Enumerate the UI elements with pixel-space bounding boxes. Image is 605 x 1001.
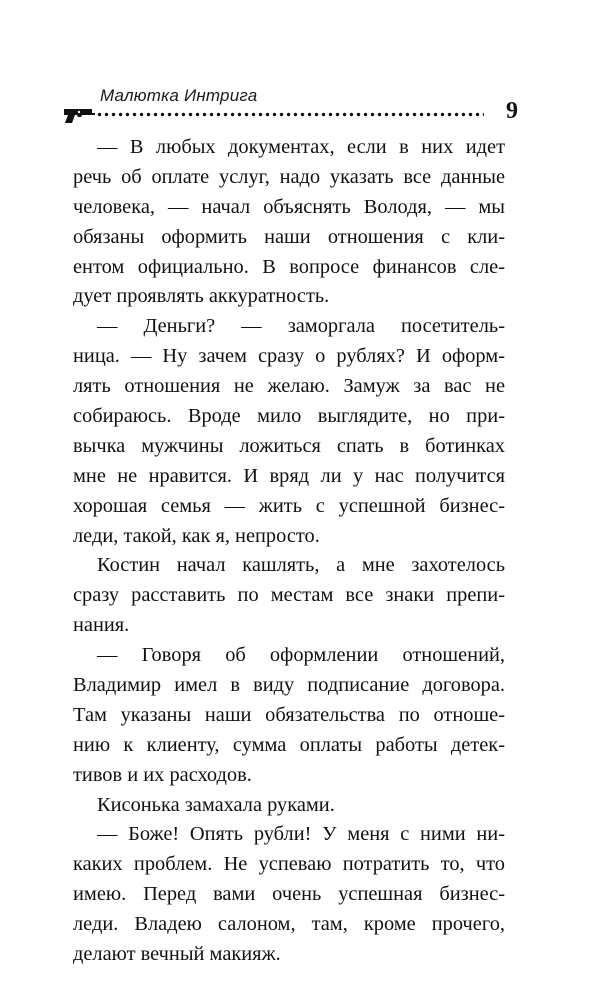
- text-line: делают вечный макияж.: [73, 943, 281, 966]
- text-line: леди. Владею салоном, там, кроме прочего,: [73, 913, 505, 936]
- paragraph: [73, 791, 505, 821]
- text-line: — Деньги? — заморгала посетитель-: [97, 315, 505, 338]
- text-line: лять отношения не желаю. Замуж за вас не: [73, 375, 505, 398]
- text-line: человека, — начал объяснять Володя, — мы: [73, 195, 505, 218]
- paragraph: [73, 820, 505, 969]
- paragraph: [73, 133, 505, 312]
- text-line: ентом официально. В вопросе финансов сле-: [73, 255, 505, 278]
- text-line: — Боже! Опять рубли! У меня с ними ни-: [97, 823, 505, 846]
- text-line: вычка мужчины ложиться спать в ботинках: [73, 434, 505, 457]
- running-head: [62, 84, 518, 124]
- dot-leader: [96, 112, 484, 117]
- paragraph: [73, 551, 505, 641]
- text-line: сразу расставить по местам все знаки препи-: [73, 584, 505, 607]
- running-title: Малютка Интрига: [100, 86, 258, 105]
- text-line: обязаны оформить наши отношения с кли-: [73, 225, 505, 248]
- text-line: каких проблем. Не успеваю потратить то, что: [73, 853, 505, 876]
- body-text: [73, 133, 505, 970]
- text-line: — Говоря об оформлении отношений,: [97, 644, 505, 667]
- text-line: нию к клиенту, сумма оплаты работы детек-: [73, 733, 505, 756]
- text-line: дует проявлять аккуратность.: [73, 285, 330, 308]
- text-line: Там указаны наши обязательства по отноше-: [73, 703, 505, 726]
- text-line: речь об оплате услуг, надо указать все данные: [73, 165, 505, 188]
- text-line: тивов и их расходов.: [73, 763, 252, 786]
- text-line: мне не нравится. И вряд ли у нас получится: [73, 464, 505, 487]
- revolver-icon: [62, 106, 96, 124]
- text-line: имею. Перед вами очень успешная бизнес-: [73, 883, 505, 906]
- text-line: Костин начал кашлять, а мне захотелось: [97, 554, 505, 577]
- paragraph: [73, 312, 505, 551]
- text-line: Кисонька замахала руками.: [97, 793, 335, 816]
- text-line: Владимир имел в виду подписание договора.: [73, 674, 505, 697]
- text-line: леди, такой, как я, непросто.: [73, 524, 320, 547]
- paragraph: [73, 641, 505, 790]
- text-line: нания.: [73, 614, 130, 637]
- text-line: — В любых документах, если в них идет: [97, 136, 505, 158]
- text-line: собираюсь. Вроде мило выглядите, но при-: [73, 405, 505, 428]
- page-number: 9: [506, 98, 518, 124]
- text-line: ница. — Ну зачем сразу о рублях? И оформ-: [73, 345, 505, 368]
- text-line: хорошая семья — жить с успешной бизнес-: [73, 494, 505, 517]
